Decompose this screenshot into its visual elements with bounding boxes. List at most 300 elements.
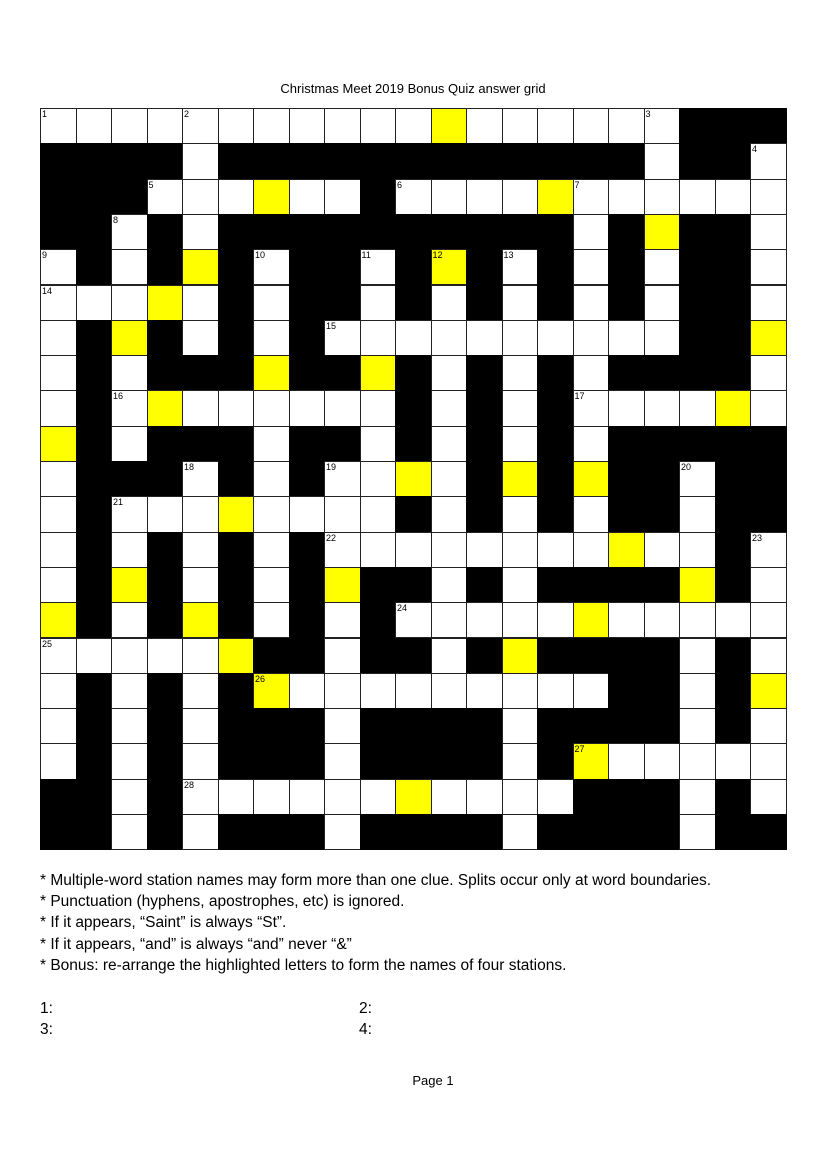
grid-cell-highlighted[interactable] <box>537 179 574 215</box>
grid-cell-black <box>147 673 184 709</box>
grid-cell[interactable] <box>360 285 397 321</box>
grid-cell[interactable] <box>502 108 539 144</box>
grid-cell[interactable] <box>502 814 539 850</box>
grid-cell[interactable] <box>253 496 290 532</box>
grid-cell[interactable] <box>644 602 681 638</box>
grid-cell-black <box>537 496 574 532</box>
grid-cell[interactable] <box>324 779 361 815</box>
grid-cell[interactable] <box>431 461 468 497</box>
grid-cell[interactable] <box>395 602 432 638</box>
grid-cell-highlighted[interactable] <box>715 390 752 426</box>
grid-cell[interactable] <box>715 743 752 779</box>
grid-cell[interactable] <box>466 320 503 356</box>
grid-cell[interactable] <box>679 179 716 215</box>
grid-cell-black <box>679 355 716 391</box>
grid-cell[interactable] <box>750 214 787 250</box>
grid-cell[interactable] <box>573 426 610 462</box>
grid-cell[interactable] <box>324 638 361 674</box>
grid-cell[interactable] <box>431 426 468 462</box>
grid-cell[interactable] <box>573 496 610 532</box>
grid-cell[interactable] <box>147 108 184 144</box>
grid-cell[interactable] <box>679 673 716 709</box>
grid-cell[interactable] <box>40 743 77 779</box>
grid-cell[interactable] <box>360 532 397 568</box>
grid-cell[interactable] <box>502 779 539 815</box>
grid-cell[interactable] <box>431 638 468 674</box>
grid-cell[interactable] <box>253 779 290 815</box>
grid-cell-highlighted[interactable] <box>253 179 290 215</box>
note-line: * Bonus: re-arrange the highlighted letters to form the names of four stations. <box>40 956 567 974</box>
grid-cell-black <box>289 285 326 321</box>
grid-cell[interactable] <box>253 285 290 321</box>
grid-cell-highlighted[interactable] <box>147 285 184 321</box>
grid-cell[interactable] <box>360 496 397 532</box>
grid-cell-black <box>395 743 432 779</box>
grid-cell[interactable] <box>679 779 716 815</box>
grid-cell[interactable] <box>502 426 539 462</box>
grid-cell[interactable] <box>111 673 148 709</box>
grid-cell[interactable] <box>218 390 255 426</box>
grid-cell[interactable] <box>395 673 432 709</box>
grid-cell[interactable] <box>182 532 219 568</box>
grid-cell[interactable] <box>253 390 290 426</box>
grid-cell[interactable] <box>502 496 539 532</box>
grid-cell[interactable] <box>182 214 219 250</box>
answer-2-label: 2: <box>359 1000 372 1017</box>
grid-cell[interactable] <box>324 496 361 532</box>
grid-cell-black <box>608 496 645 532</box>
grid-cell-black <box>431 814 468 850</box>
grid-cell-black <box>573 143 610 179</box>
grid-cell[interactable] <box>502 673 539 709</box>
grid-cell[interactable] <box>111 814 148 850</box>
clue-number: 22 <box>326 532 337 543</box>
grid-cell[interactable] <box>218 179 255 215</box>
grid-cell-black <box>182 355 219 391</box>
grid-cell-highlighted[interactable] <box>395 779 432 815</box>
grid-cell[interactable] <box>182 143 219 179</box>
grid-cell-black <box>573 638 610 674</box>
grid-cell[interactable] <box>40 638 77 674</box>
grid-cell[interactable] <box>360 390 397 426</box>
grid-cell[interactable] <box>289 390 326 426</box>
grid-cell-highlighted[interactable] <box>502 461 539 497</box>
grid-cell[interactable] <box>395 532 432 568</box>
grid-cell[interactable] <box>573 214 610 250</box>
grid-cell[interactable] <box>324 390 361 426</box>
grid-cell[interactable] <box>182 638 219 674</box>
grid-cell-highlighted[interactable] <box>360 355 397 391</box>
grid-cell-highlighted[interactable] <box>750 320 787 356</box>
grid-cell[interactable] <box>253 249 290 285</box>
grid-cell[interactable] <box>537 320 574 356</box>
grid-cell[interactable] <box>218 108 255 144</box>
grid-cell-black <box>76 143 113 179</box>
grid-cell[interactable] <box>289 673 326 709</box>
grid-cell-black <box>360 179 397 215</box>
note-line: * Multiple-word station names may form more than one clue. Splits occur only at word boundaries. <box>40 872 712 889</box>
grid-cell[interactable] <box>679 461 716 497</box>
grid-cell-black <box>431 708 468 744</box>
grid-cell[interactable] <box>750 532 787 568</box>
grid-cell[interactable] <box>324 602 361 638</box>
grid-cell-highlighted[interactable] <box>431 108 468 144</box>
grid-cell-black <box>218 708 255 744</box>
grid-cell-black <box>147 779 184 815</box>
grid-cell[interactable] <box>679 532 716 568</box>
grid-cell[interactable] <box>715 179 752 215</box>
grid-cell[interactable] <box>750 355 787 391</box>
grid-cell[interactable] <box>289 179 326 215</box>
grid-cell[interactable] <box>431 179 468 215</box>
grid-cell[interactable] <box>750 390 787 426</box>
grid-cell-highlighted[interactable] <box>182 602 219 638</box>
grid-cell[interactable] <box>182 390 219 426</box>
grid-cell[interactable] <box>253 567 290 603</box>
grid-cell[interactable] <box>431 496 468 532</box>
grid-cell[interactable] <box>537 532 574 568</box>
grid-cell[interactable] <box>324 708 361 744</box>
grid-cell-black <box>147 426 184 462</box>
grid-cell-highlighted[interactable] <box>395 461 432 497</box>
grid-cell-black <box>715 708 752 744</box>
clue-number: 23 <box>752 532 763 543</box>
grid-cell[interactable] <box>40 461 77 497</box>
grid-cell-highlighted[interactable] <box>573 743 610 779</box>
grid-cell-highlighted[interactable] <box>253 673 290 709</box>
grid-cell[interactable] <box>111 355 148 391</box>
grid-cell-black <box>715 320 752 356</box>
grid-cell-black <box>76 673 113 709</box>
grid-cell-highlighted[interactable] <box>573 602 610 638</box>
grid-cell[interactable] <box>40 567 77 603</box>
grid-cell[interactable] <box>147 179 184 215</box>
grid-cell-highlighted[interactable] <box>750 673 787 709</box>
grid-cell[interactable] <box>324 108 361 144</box>
grid-cell[interactable] <box>502 390 539 426</box>
grid-cell-highlighted[interactable] <box>218 638 255 674</box>
grid-cell[interactable] <box>608 390 645 426</box>
grid-cell[interactable] <box>111 426 148 462</box>
grid-cell[interactable] <box>40 532 77 568</box>
grid-cell[interactable] <box>502 743 539 779</box>
grid-cell[interactable] <box>608 108 645 144</box>
grid-cell[interactable] <box>573 320 610 356</box>
grid-cell[interactable] <box>324 743 361 779</box>
grid-cell[interactable] <box>502 708 539 744</box>
grid-cell[interactable] <box>253 532 290 568</box>
grid-cell[interactable] <box>608 179 645 215</box>
grid-cell[interactable] <box>750 638 787 674</box>
grid-cell[interactable] <box>182 814 219 850</box>
grid-cell[interactable] <box>502 179 539 215</box>
grid-cell[interactable] <box>182 779 219 815</box>
grid-cell-highlighted[interactable] <box>679 567 716 603</box>
grid-cell[interactable] <box>324 532 361 568</box>
grid-cell-black <box>289 567 326 603</box>
grid-cell[interactable] <box>40 285 77 321</box>
grid-cell[interactable] <box>289 108 326 144</box>
grid-cell[interactable] <box>537 108 574 144</box>
clue-number: 24 <box>397 603 408 614</box>
grid-cell[interactable] <box>111 602 148 638</box>
grid-cell-black <box>431 743 468 779</box>
grid-cell-highlighted[interactable] <box>40 602 77 638</box>
grid-cell[interactable] <box>431 390 468 426</box>
grid-cell[interactable] <box>608 743 645 779</box>
grid-cell-highlighted[interactable] <box>431 249 468 285</box>
grid-cell[interactable] <box>573 673 610 709</box>
grid-cell[interactable] <box>644 249 681 285</box>
grid-cell[interactable] <box>76 638 113 674</box>
grid-cell[interactable] <box>750 779 787 815</box>
grid-cell-black <box>466 285 503 321</box>
grid-cell[interactable] <box>502 532 539 568</box>
grid-cell[interactable] <box>466 779 503 815</box>
grid-cell[interactable] <box>644 320 681 356</box>
grid-cell[interactable] <box>431 355 468 391</box>
grid-cell[interactable] <box>573 249 610 285</box>
grid-cell[interactable] <box>360 779 397 815</box>
grid-cell-black <box>537 814 574 850</box>
grid-cell[interactable] <box>182 285 219 321</box>
grid-cell-black <box>537 214 574 250</box>
grid-cell[interactable] <box>253 461 290 497</box>
grid-cell[interactable] <box>679 708 716 744</box>
grid-cell[interactable] <box>537 673 574 709</box>
grid-cell-highlighted[interactable] <box>502 638 539 674</box>
grid-cell-highlighted[interactable] <box>324 567 361 603</box>
grid-cell[interactable] <box>431 602 468 638</box>
grid-cell[interactable] <box>111 779 148 815</box>
grid-cell[interactable] <box>608 320 645 356</box>
clue-number: 11 <box>361 250 371 261</box>
grid-cell[interactable] <box>111 214 148 250</box>
grid-cell[interactable] <box>502 320 539 356</box>
grid-cell[interactable] <box>147 638 184 674</box>
grid-cell[interactable] <box>573 108 610 144</box>
grid-cell[interactable] <box>573 390 610 426</box>
grid-cell-highlighted[interactable] <box>111 320 148 356</box>
grid-cell-black <box>253 638 290 674</box>
grid-cell[interactable] <box>502 355 539 391</box>
grid-cell[interactable] <box>750 179 787 215</box>
grid-cell-highlighted[interactable] <box>182 249 219 285</box>
grid-cell[interactable] <box>750 602 787 638</box>
grid-cell[interactable] <box>360 320 397 356</box>
grid-cell[interactable] <box>395 320 432 356</box>
grid-cell-black <box>679 285 716 321</box>
grid-cell[interactable] <box>679 814 716 850</box>
grid-cell-black <box>218 602 255 638</box>
grid-cell-highlighted[interactable] <box>573 461 610 497</box>
grid-cell[interactable] <box>324 320 361 356</box>
grid-cell[interactable] <box>324 179 361 215</box>
grid-cell[interactable] <box>750 285 787 321</box>
grid-cell[interactable] <box>431 320 468 356</box>
grid-cell-black <box>715 249 752 285</box>
grid-cell[interactable] <box>573 532 610 568</box>
grid-cell[interactable] <box>679 602 716 638</box>
grid-cell[interactable] <box>502 567 539 603</box>
grid-cell[interactable] <box>182 461 219 497</box>
grid-cell-black <box>395 285 432 321</box>
grid-cell[interactable] <box>324 461 361 497</box>
grid-cell[interactable] <box>431 779 468 815</box>
grid-cell[interactable] <box>750 708 787 744</box>
grid-cell[interactable] <box>679 390 716 426</box>
grid-cell[interactable] <box>40 390 77 426</box>
grid-cell-highlighted[interactable] <box>111 567 148 603</box>
grid-cell[interactable] <box>679 496 716 532</box>
grid-cell[interactable] <box>395 179 432 215</box>
grid-cell[interactable] <box>679 743 716 779</box>
grid-cell-black <box>431 214 468 250</box>
grid-cell[interactable] <box>573 355 610 391</box>
grid-cell-highlighted[interactable] <box>253 355 290 391</box>
clue-number: 14 <box>42 285 53 296</box>
grid-cell[interactable] <box>502 285 539 321</box>
grid-cell[interactable] <box>644 285 681 321</box>
grid-cell[interactable] <box>466 108 503 144</box>
grid-cell-black <box>608 285 645 321</box>
grid-cell[interactable] <box>40 708 77 744</box>
grid-cell[interactable] <box>644 108 681 144</box>
grid-cell[interactable] <box>750 143 787 179</box>
grid-cell-black <box>76 532 113 568</box>
grid-cell[interactable] <box>715 602 752 638</box>
grid-cell[interactable] <box>431 567 468 603</box>
grid-cell[interactable] <box>111 390 148 426</box>
grid-cell[interactable] <box>111 108 148 144</box>
grid-cell-black <box>395 814 432 850</box>
grid-cell[interactable] <box>253 602 290 638</box>
grid-cell[interactable] <box>679 638 716 674</box>
grid-cell[interactable] <box>644 179 681 215</box>
grid-cell[interactable] <box>76 108 113 144</box>
grid-cell-black <box>679 108 716 144</box>
grid-cell[interactable] <box>40 108 77 144</box>
grid-cell[interactable] <box>324 673 361 709</box>
grid-cell[interactable] <box>466 602 503 638</box>
grid-cell[interactable] <box>182 108 219 144</box>
grid-cell[interactable] <box>360 249 397 285</box>
grid-cell[interactable] <box>360 426 397 462</box>
grid-cell-black <box>147 567 184 603</box>
grid-cell-black <box>218 285 255 321</box>
grid-cell[interactable] <box>40 496 77 532</box>
grid-cell-black <box>147 249 184 285</box>
grid-cell[interactable] <box>466 673 503 709</box>
grid-cell-black <box>76 814 113 850</box>
grid-cell[interactable] <box>182 567 219 603</box>
grid-cell[interactable] <box>573 285 610 321</box>
grid-cell[interactable] <box>111 285 148 321</box>
grid-cell[interactable] <box>182 496 219 532</box>
grid-cell[interactable] <box>253 108 290 144</box>
grid-cell[interactable] <box>40 320 77 356</box>
grid-cell-black <box>466 496 503 532</box>
grid-cell[interactable] <box>111 496 148 532</box>
grid-cell[interactable] <box>644 390 681 426</box>
grid-cell[interactable] <box>289 496 326 532</box>
grid-cell[interactable] <box>111 743 148 779</box>
clue-number: 12 <box>432 250 443 261</box>
grid-cell-highlighted[interactable] <box>608 532 645 568</box>
grid-cell[interactable] <box>76 285 113 321</box>
grid-cell-black <box>324 285 361 321</box>
grid-cell[interactable] <box>182 743 219 779</box>
grid-cell-black <box>715 426 752 462</box>
grid-cell[interactable] <box>111 532 148 568</box>
grid-cell[interactable] <box>608 602 645 638</box>
grid-cell-black <box>76 214 113 250</box>
grid-cell-highlighted[interactable] <box>147 390 184 426</box>
grid-cell[interactable] <box>644 143 681 179</box>
grid-cell[interactable] <box>431 532 468 568</box>
grid-cell-black <box>76 179 113 215</box>
grid-cell-black <box>147 143 184 179</box>
grid-cell-black <box>679 214 716 250</box>
grid-cell-black <box>147 602 184 638</box>
grid-cell[interactable] <box>360 673 397 709</box>
grid-cell[interactable] <box>395 108 432 144</box>
grid-cell-black <box>218 143 255 179</box>
grid-cell[interactable] <box>111 638 148 674</box>
grid-cell[interactable] <box>40 249 77 285</box>
grid-cell-highlighted[interactable] <box>218 496 255 532</box>
grid-cell[interactable] <box>40 355 77 391</box>
grid-cell-black <box>466 638 503 674</box>
grid-cell[interactable] <box>182 673 219 709</box>
grid-cell[interactable] <box>324 814 361 850</box>
grid-cell[interactable] <box>111 249 148 285</box>
grid-cell[interactable] <box>218 779 255 815</box>
grid-cell[interactable] <box>537 602 574 638</box>
grid-cell[interactable] <box>750 249 787 285</box>
grid-cell-highlighted[interactable] <box>644 214 681 250</box>
grid-cell[interactable] <box>289 779 326 815</box>
grid-cell[interactable] <box>466 532 503 568</box>
grid-cell-black <box>147 320 184 356</box>
grid-cell[interactable] <box>466 179 503 215</box>
grid-cell[interactable] <box>111 708 148 744</box>
grid-cell[interactable] <box>573 179 610 215</box>
grid-cell[interactable] <box>502 602 539 638</box>
grid-cell[interactable] <box>40 673 77 709</box>
grid-cell[interactable] <box>431 673 468 709</box>
grid-cell[interactable] <box>431 285 468 321</box>
grid-cell[interactable] <box>253 426 290 462</box>
grid-cell[interactable] <box>750 567 787 603</box>
grid-cell[interactable] <box>147 496 184 532</box>
grid-cell-black <box>76 567 113 603</box>
grid-cell[interactable] <box>750 743 787 779</box>
grid-cell-black <box>360 708 397 744</box>
grid-cell[interactable] <box>360 461 397 497</box>
clue-number: 7 <box>574 179 580 190</box>
grid-cell-highlighted[interactable] <box>40 426 77 462</box>
grid-cell[interactable] <box>182 320 219 356</box>
grid-cell[interactable] <box>182 708 219 744</box>
grid-cell[interactable] <box>253 320 290 356</box>
grid-cell[interactable] <box>644 532 681 568</box>
grid-cell[interactable] <box>502 249 539 285</box>
grid-cell[interactable] <box>537 779 574 815</box>
grid-cell[interactable] <box>182 179 219 215</box>
grid-cell[interactable] <box>360 108 397 144</box>
grid-cell[interactable] <box>644 743 681 779</box>
